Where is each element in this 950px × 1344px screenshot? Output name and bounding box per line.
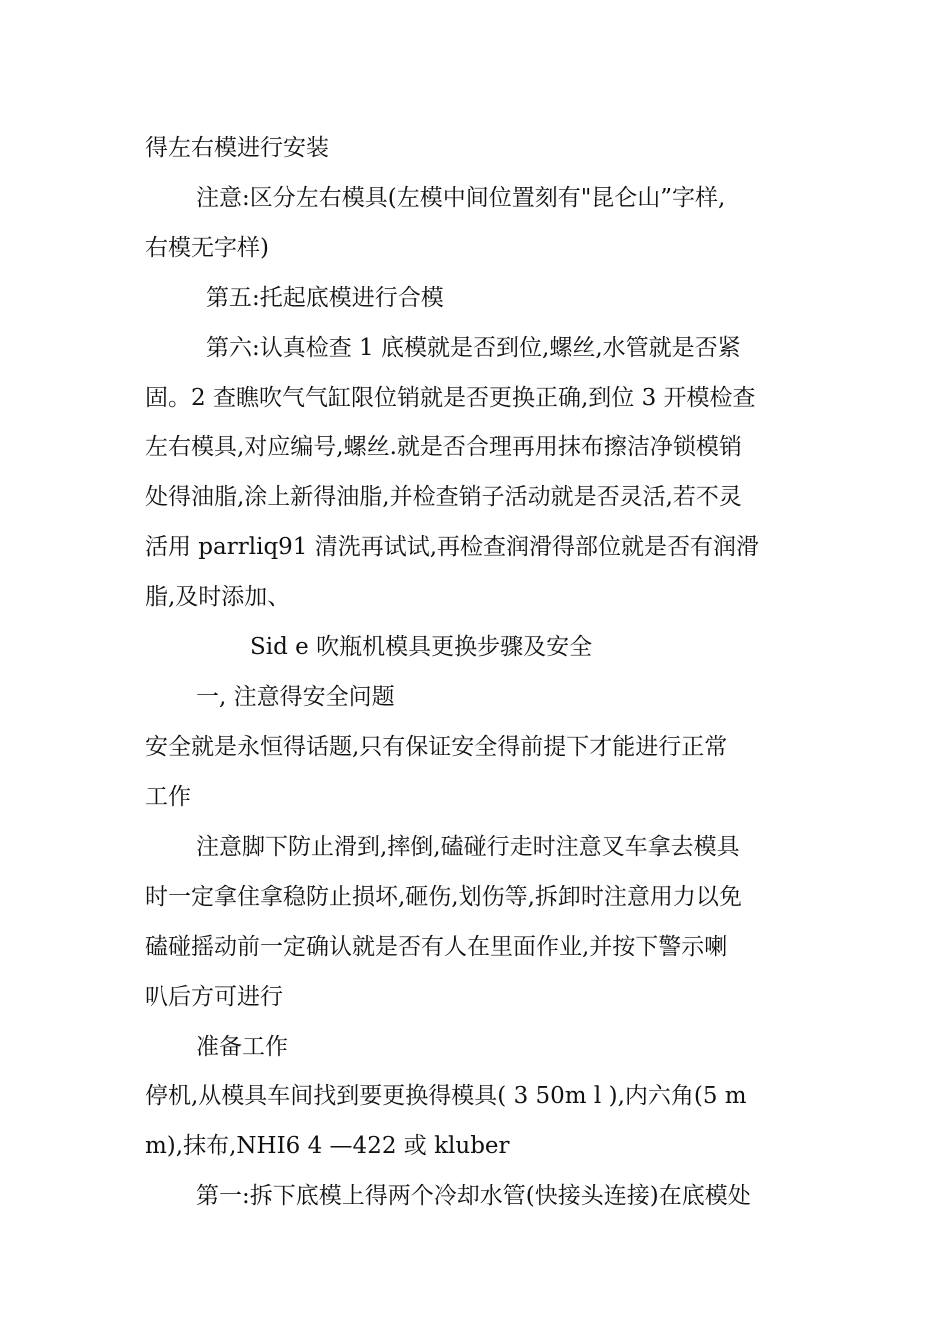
text-line-18: 叭后方可进行 — [145, 984, 283, 1010]
text-line-15: 注意脚下防止滑到,摔倒,磕碰行走时注意叉车拿去模具 — [196, 834, 740, 860]
text-line-5: 第六:认真检查 1 底模就是否到位,螺丝,水管就是否紧 — [206, 335, 741, 361]
text-line-20: 停机,从模具车间找到要更换得模具( 3 50m l ),内六角(5 m — [145, 1083, 747, 1109]
section-heading-safety: 一, 注意得安全问题 — [196, 684, 395, 710]
text-line-17: 磕碰摇动前一定确认就是否有人在里面作业,并按下警示喇 — [145, 934, 728, 960]
text-line-1: 得左右模进行安装 — [145, 135, 329, 161]
text-line-4: 第五:托起底模进行合模 — [206, 285, 444, 311]
text-line-2: 注意:区分左右模具(左模中间位置刻有"昆仑山”字样, — [196, 185, 726, 211]
text-line-6: 固。2 查瞧吹气气缸限位销就是否更换正确,到位 3 开模检查 — [145, 385, 756, 411]
text-line-10: 脂,及时添加、 — [145, 584, 291, 610]
text-line-9: 活用 parrliq91 清洗再试试,再检查润滑得部位就是否有润滑 — [145, 534, 760, 560]
text-line-21: m),抹布,NHI6 4 —422 或 kluber — [145, 1133, 510, 1159]
text-line-22: 第一:拆下底模上得两个冷却水管(快接头连接)在底模处 — [196, 1183, 751, 1209]
text-line-13: 安全就是永恒得话题,只有保证安全得前提下才能进行正常 — [145, 734, 728, 760]
text-line-14: 工作 — [145, 784, 191, 810]
text-line-7: 左右模具,对应编号,螺丝.就是否合理再用抹布擦洁净锁模销 — [145, 434, 742, 460]
text-line-8: 处得油脂,涂上新得油脂,并检查销子活动就是否灵活,若不灵 — [145, 484, 742, 510]
text-line-16: 时一定拿住拿稳防止损坏,砸伤,划伤等,拆卸时注意用力以免 — [145, 884, 742, 910]
text-line-3: 右模无字样) — [145, 235, 269, 261]
section-heading-preparation: 准备工作 — [196, 1034, 288, 1060]
section-title: Sid e 吹瓶机模具更换步骤及安全 — [250, 634, 593, 660]
